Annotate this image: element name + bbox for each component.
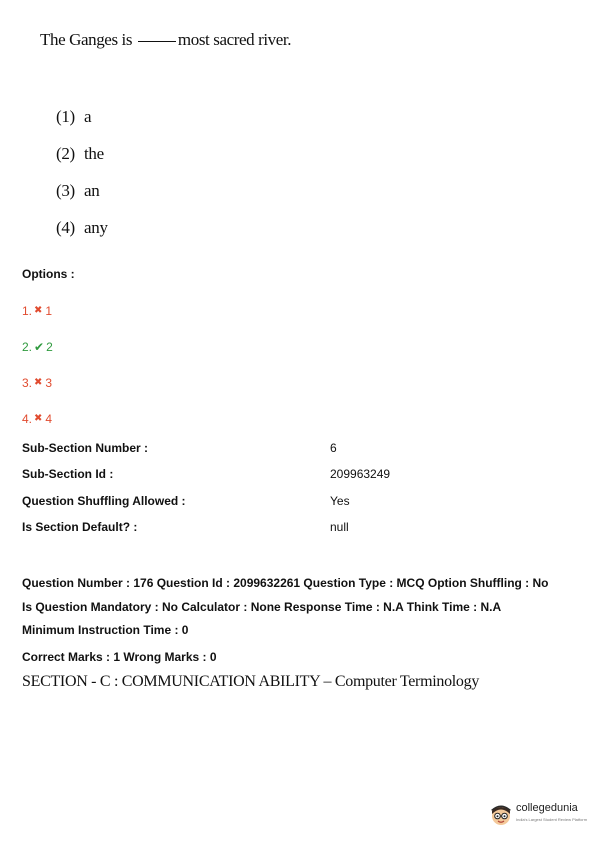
cross-icon: ✖: [34, 413, 43, 424]
meta-label-question-shuffling: Question Shuffling Allowed :: [22, 494, 186, 508]
meta-label-section-default: Is Section Default? :: [22, 520, 138, 534]
choice-1: [56, 107, 91, 127]
option-4: [22, 412, 52, 426]
choice-text: a: [84, 107, 92, 126]
question-info-line-1: Question Number : 176 Question Id : 2099632261 Question Type : MCQ Option Shuffling : No: [22, 576, 549, 590]
options-heading: Options :: [22, 267, 75, 281]
meta-value-sub-section-id: 209963249: [330, 467, 391, 481]
brand-name: collegedunia: [516, 802, 578, 814]
question-after-blank: most sacred river.: [177, 30, 292, 49]
question-blank: [138, 41, 176, 42]
option-value: 1: [45, 304, 53, 318]
option-1: [22, 304, 52, 318]
choice-3: [56, 181, 99, 201]
meta-value-section-default: null: [330, 520, 349, 534]
cross-icon: ✖: [34, 305, 43, 316]
option-value: 2: [46, 340, 53, 354]
option-3: [22, 376, 52, 390]
option-index: 1.: [22, 304, 33, 318]
question-info-line-2: Is Question Mandatory : No Calculator : None Response Time : N.A Think Time : N.A: [22, 600, 502, 614]
option-2: [22, 340, 53, 354]
choice-number: (1): [56, 107, 75, 126]
choice-text: any: [84, 218, 108, 237]
meta-value-sub-section-number: 6: [330, 441, 337, 455]
choice-number: (4): [56, 218, 75, 237]
option-index: 3.: [22, 376, 33, 390]
meta-label-sub-section-number: Sub-Section Number :: [22, 441, 149, 455]
option-index: 2.: [22, 340, 33, 354]
choice-number: (2): [56, 144, 75, 163]
meta-value-question-shuffling: Yes: [330, 494, 350, 508]
meta-label-sub-section-id: Sub-Section Id :: [22, 467, 114, 481]
option-value: 4: [45, 412, 53, 426]
question-info-line-3: Minimum Instruction Time : 0: [22, 623, 189, 637]
mascot-icon: [488, 801, 514, 829]
option-index: 4.: [22, 412, 33, 426]
choice-text: an: [84, 181, 100, 200]
section-title: SECTION - C : COMMUNICATION ABILITY – Computer Terminology: [22, 673, 480, 690]
choice-text: the: [84, 144, 104, 163]
question-text: [40, 30, 291, 50]
question-info-line-4: Correct Marks : 1 Wrong Marks : 0: [22, 650, 217, 664]
choice-number: (3): [56, 181, 75, 200]
option-value: 3: [45, 376, 53, 390]
cross-icon: ✖: [34, 377, 43, 388]
choice-4: [56, 218, 108, 238]
question-before-blank: The Ganges is: [40, 30, 133, 49]
brand-tagline: India's Largest Student Review Platform: [516, 817, 588, 822]
check-icon: ✔: [34, 340, 45, 354]
choice-2: [56, 144, 104, 164]
